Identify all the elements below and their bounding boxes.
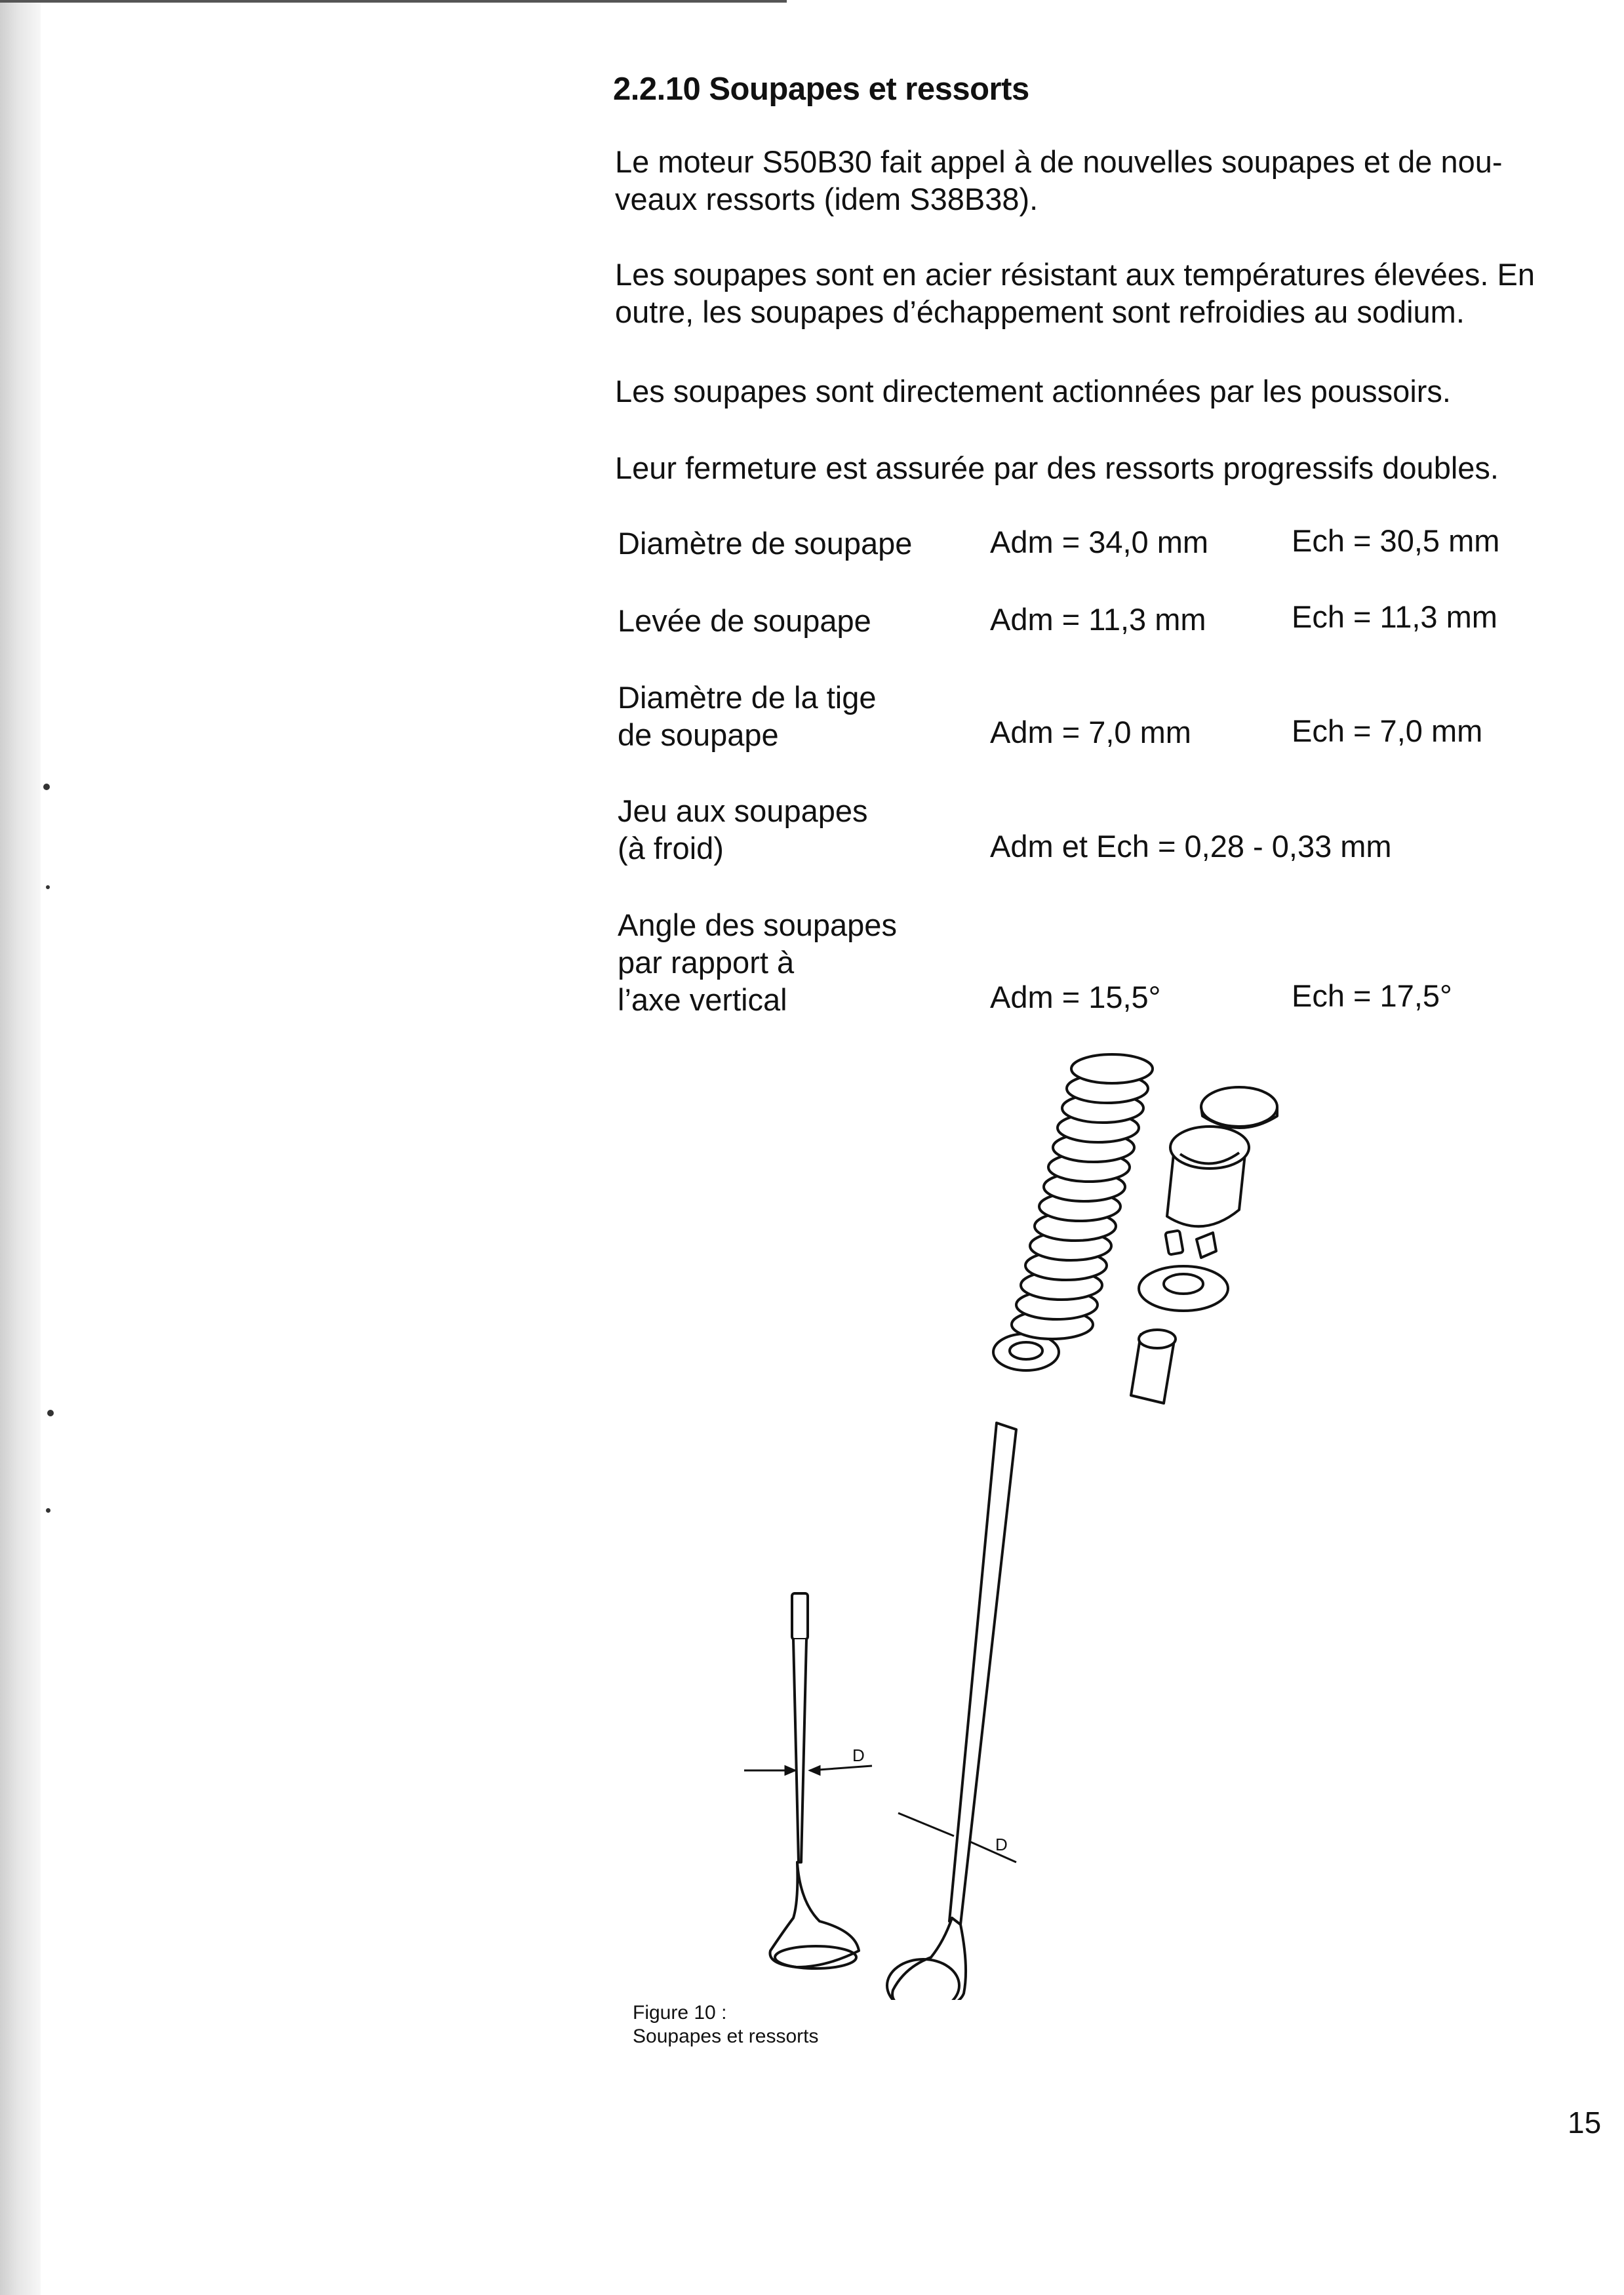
spec-label: Angle des soupapes par rapport à l’axe vertical [618, 908, 897, 1017]
spec-adm-ech-value: Adm et Ech = 0,28 - 0,33 mm [990, 829, 1392, 864]
paragraph-closing: Leur fermeture est assurée par des ressorts progressifs doubles. [615, 450, 1499, 485]
spec-label: Diamètre de la tige de soupape [618, 680, 877, 752]
right-dimension-line [969, 1841, 1016, 1862]
spec-ech-value: Ech = 11,3 mm [1292, 599, 1497, 634]
spec-adm-value: Adm = 11,3 mm [990, 602, 1206, 637]
right-dimension-line [898, 1813, 954, 1836]
spec-label: Jeu aux soupapes (à froid) [618, 793, 868, 866]
left-valve-stem [793, 1639, 806, 1862]
spec-ech-value: Ech = 30,5 mm [1292, 523, 1500, 558]
bucket-tappet-rim [1170, 1127, 1249, 1168]
scan-mark [47, 1410, 54, 1416]
paragraph-actuation: Les soupapes sont directement actionnées par les poussoirs. [615, 374, 1451, 409]
top-rule [0, 0, 787, 3]
spec-adm-value: Adm = 7,0 mm [990, 715, 1191, 749]
page-number: 15 [1568, 2105, 1602, 2140]
right-dimension-label: D [995, 1835, 1008, 1854]
scan-mark [46, 1508, 50, 1513]
spec-ech-value: Ech = 17,5° [1292, 978, 1452, 1013]
scan-mark [43, 784, 50, 790]
binding-edge [0, 0, 41, 2295]
paragraph-material: Les soupapes sont en acier résistant aux températures élevées. En outre, les soupapes d’échappement sont refroidies au sodium. [615, 257, 1535, 329]
figure-caption-title: Soupapes et ressorts [633, 2026, 819, 2047]
scan-mark [46, 885, 50, 889]
spec-ech-value: Ech = 7,0 mm [1292, 713, 1483, 748]
left-dimension-label: D [852, 1746, 865, 1765]
spec-adm-value: Adm = 15,5° [990, 980, 1161, 1014]
valve-keeper [1197, 1233, 1216, 1258]
valve-upper-parts [1082, 1075, 1318, 1443]
paragraph-intro: Le moteur S50B30 fait appel à de nouvelles soupapes et de nou- veaux ressorts (idem S38B38). [615, 144, 1503, 216]
spring-seat-bore [1010, 1342, 1042, 1359]
section-title: 2.2.10 Soupapes et ressorts [613, 71, 1029, 107]
spec-adm-value: Adm = 34,0 mm [990, 525, 1209, 559]
valve-keeper [1165, 1230, 1183, 1254]
stem-seal-top [1139, 1330, 1176, 1348]
figure-caption-number: Figure 10 : [633, 2002, 727, 2024]
spring-retainer-bore [1164, 1274, 1203, 1294]
spec-label: Levée de soupape [618, 603, 871, 638]
left-valve-tip [792, 1593, 808, 1639]
spec-label: Diamètre de soupape [618, 526, 913, 561]
